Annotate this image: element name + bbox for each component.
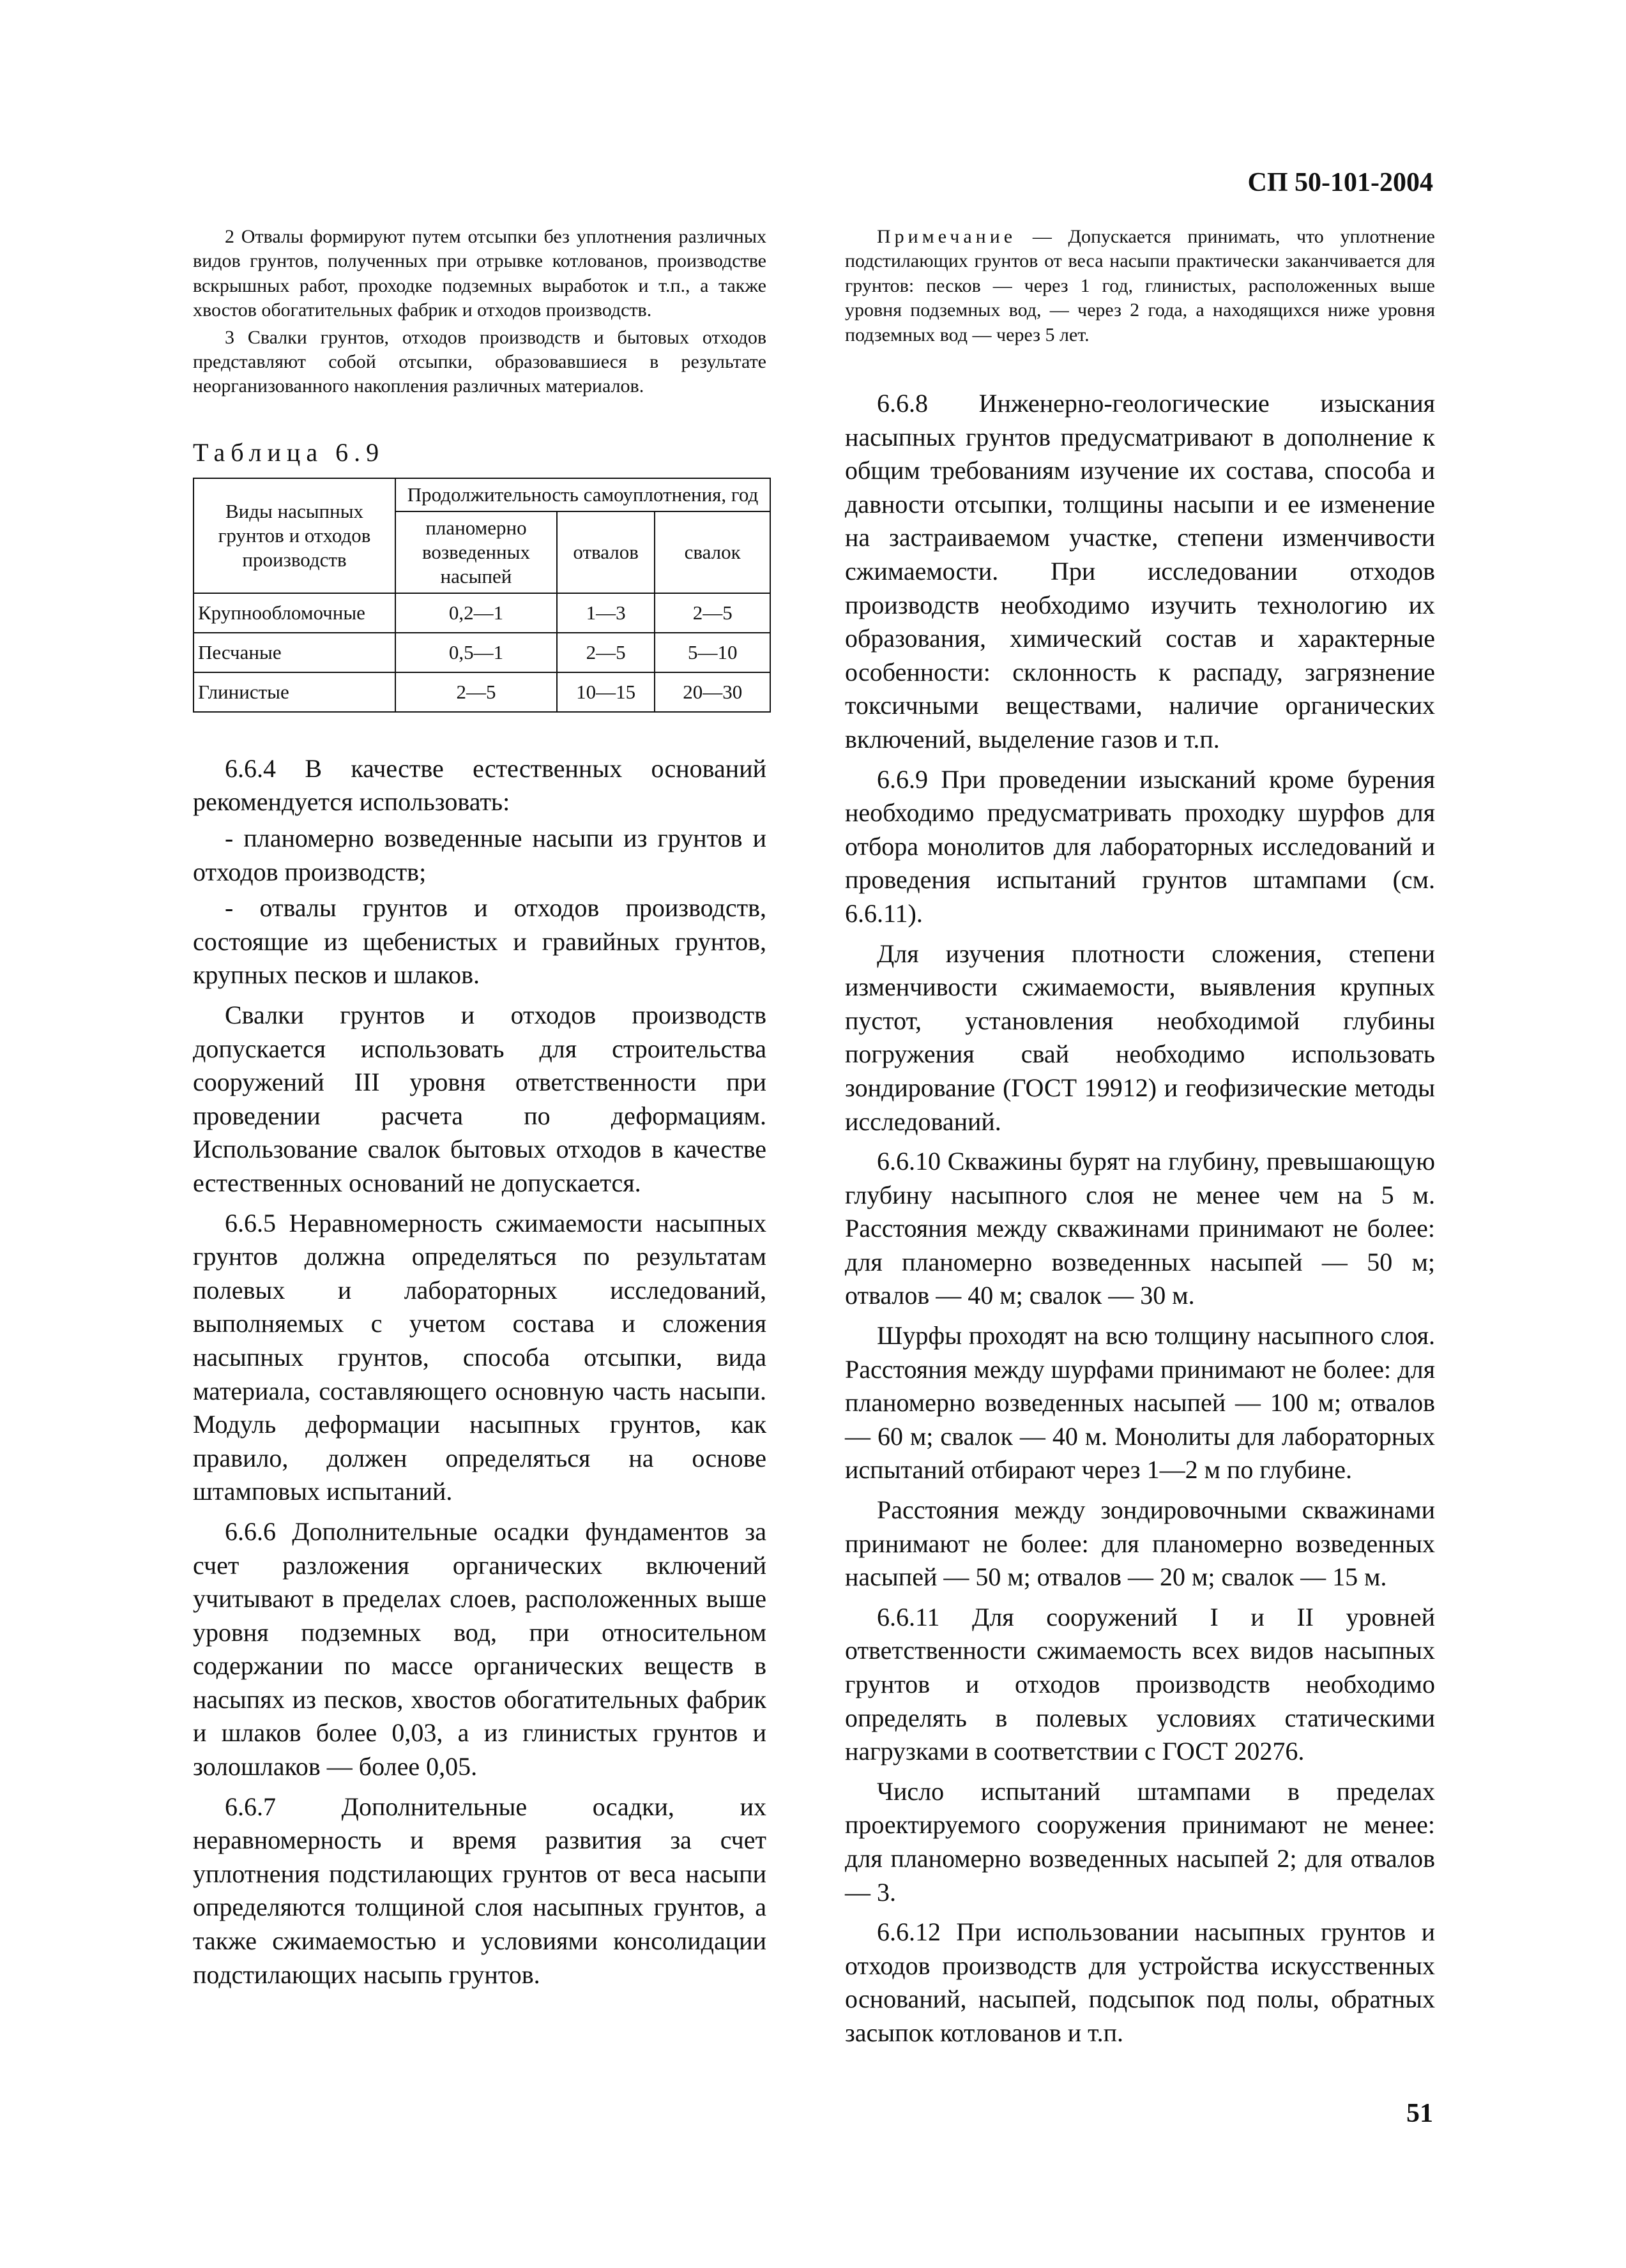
table-cell-dumps: 1—3 <box>557 593 655 633</box>
paragraph-density-study: Для изучения плотности сложения, степени изменчивости сжимаемости, выявления крупных пустот, установления необходимой глубины погружения свай необходимо использовать зондирование (ГОСТ 19912) и геофизические методы исследований. <box>845 939 1435 1136</box>
paragraph-6-6-5: 6.6.5 Неравномерность сжимаемости насыпных грунтов должна определяться по результатам полевых и лабораторных исследований, выполняемых с учетом состава и сложения насыпных грунтов, способа отсыпки, вида материала, составляющего основную часть насыпи. Модуль деформации насыпных грунтов, как правило, должен определяться на основе штамповых испытаний. <box>193 1208 766 1506</box>
table-cell-landfills: 20—30 <box>655 672 770 712</box>
table-cell-planned: 0,5—1 <box>395 633 557 672</box>
table-subheader-dumps: отвалов <box>557 511 655 593</box>
paragraph-6-6-6: 6.6.6 Дополнительные осадки фундаментов за счет разложения органических включений учитывают в пределах слоев, расположенных выше уровня подземных вод, при относительном содержании по массе органических веществ в насыпях из песков, хвостов обогатительных фабрик и шлаков более 0,03, а из глинистых грунтов и золошлаков — более 0,05. <box>193 1516 766 1781</box>
table-6-9 <box>193 478 771 713</box>
note-text: — Допускается принимать, что уплотнение подстилающих грунтов от веса насыпи практически заканчивается для грунтов: песков — через 1 год, глинистых, расположенных выше уровня подземных вод, — через 2 года, а находящихся ниже уровня подземных вод — через 5 лет. <box>845 226 1435 345</box>
table-header-duration: Продолжительность самоуплотнения, год <box>395 478 770 511</box>
table-cell-planned: 2—5 <box>395 672 557 712</box>
paragraph-pits: Шурфы проходят на всю толщину насыпного слоя. Расстояния между шурфами принимают не более: для планомерно возведенных насыпей — 100 м; отвалов — 60 м; свалок — 40 м. Монолиты для лабораторных испытаний отбирают через 1—2 м по глубине. <box>845 1321 1435 1485</box>
table-cell-dumps: 2—5 <box>557 633 655 672</box>
table-row <box>194 672 770 712</box>
note-title: Примечание <box>877 226 1017 247</box>
paragraph-6-6-4: 6.6.4 В качестве естественных оснований рекомендуется использовать: <box>193 753 766 817</box>
document-code: СП 50-101-2004 <box>1247 168 1433 197</box>
table-row <box>194 633 770 672</box>
paragraph-6-6-12: 6.6.12 При использовании насыпных грунтов и отходов производств для устройства искусственных оснований, насыпей, подсыпок под полы, обратных засыпок котлованов и т.п. <box>845 1917 1435 2047</box>
table-header-kind: Виды насыпных грунтов и отходов производств <box>194 478 395 593</box>
left-column <box>193 225 766 1998</box>
paragraph-6-6-8: 6.6.8 Инженерно-геологические изыскания насыпных грунтов предусматривают в дополнение к общим требованиям изучение их состава, способа и давности отсыпки, толщины насыпи и ее изменение на застраиваемом участке, степени изменчивости сжимаемости. При исследовании отходов производств необходимо изучить технологию их образования, химический состав и характерные особенности: склонность к распаду, загрязнение токсичными веществами, наличие органических включений, выделение газов и т.п. <box>845 389 1435 753</box>
list-item-planned-fills: - планомерно возведенные насыпи из грунтов и отходов производств; <box>193 824 766 886</box>
paragraph-landfills: Свалки грунтов и отходов производств допускается использовать для строительства сооружений III уровня ответственности при проведении расчета по деформациям. Использование свалок бытовых отходов в качестве естественных оснований не допускается. <box>193 1001 766 1197</box>
list-item-dumps: - отвалы грунтов и отходов производств, состоящие из щебенистых и гравийных грунтов, крупных песков и шлаков. <box>193 893 766 990</box>
table-cell-dumps: 10—15 <box>557 672 655 712</box>
table-subheader-landfills: свалок <box>655 511 770 593</box>
table-cell-planned: 0,2—1 <box>395 593 557 633</box>
table-row <box>194 593 770 633</box>
paragraph-6-6-7: 6.6.7 Дополнительные осадки, их неравномерность и время развития за счет уплотнения подстилающих грунтов от веса насыпи определяются толщиной слоя насыпных грунтов, а также сжимаемостью и условиями консолидации подстилающих насыпь грунтов. <box>193 1792 766 1989</box>
note-item-2: 2 Отвалы формируют путем отсыпки без уплотнения различных видов грунтов, полученных при отрывке котлованов, производстве вскрышных работ, проходке подземных выработок и т.п., а также хвостов обогатительных фабрик и отходов производств. <box>193 226 766 321</box>
paragraph-sounding-wells: Расстояния между зондировочными скважинами принимают не более: для планомерно возведенных насыпей — 50 м; отвалов — 20 м; свалок — 15 м. <box>845 1495 1435 1592</box>
table-cell-kind: Крупнообломочные <box>194 593 395 633</box>
table-caption: Таблица 6.9 <box>193 437 385 467</box>
paragraph-6-6-10: 6.6.10 Скважины бурят на глубину, превышающую глубину насыпного слоя не менее чем на 5 м. Расстояния между скважинами принимают не более: для планомерно возведенных насыпей — 50 м; отвалов — 40 м; свалок — 30 м. <box>845 1147 1435 1310</box>
note-item-3: 3 Свалки грунтов, отходов производств и бытовых отходов представляют собой отсыпки, образовавшиеся в результате неорганизованного накопления различных материалов. <box>193 326 766 397</box>
paragraph-stamp-tests: Число испытаний штампами в пределах проектируемого сооружения принимают не менее: для планомерно возведенных насыпей 2; для отвалов — 3. <box>845 1776 1435 1907</box>
table-subheader-planned: планомерно возведенных насыпей <box>395 511 557 593</box>
right-column <box>845 225 1435 2057</box>
page-number: 51 <box>1406 2099 1433 2128</box>
paragraph-6-6-9: 6.6.9 При проведении изысканий кроме бурения необходимо предусматривать проходку шурфов для отбора монолитов для лабораторных исследований и проведения испытаний грунтов штампами (см. 6.6.11). <box>845 764 1435 928</box>
table-cell-landfills: 2—5 <box>655 593 770 633</box>
table-cell-kind: Глинистые <box>194 672 395 712</box>
paragraph-6-6-11: 6.6.11 Для сооружений I и II уровней ответственности сжимаемость всех видов насыпных грунтов и отходов производств необходимо определять в полевых условиях статическими нагрузками в соответствии с ГОСТ 20276. <box>845 1602 1435 1766</box>
table-cell-kind: Песчаные <box>194 633 395 672</box>
table-note <box>845 225 1435 347</box>
table-cell-landfills: 5—10 <box>655 633 770 672</box>
